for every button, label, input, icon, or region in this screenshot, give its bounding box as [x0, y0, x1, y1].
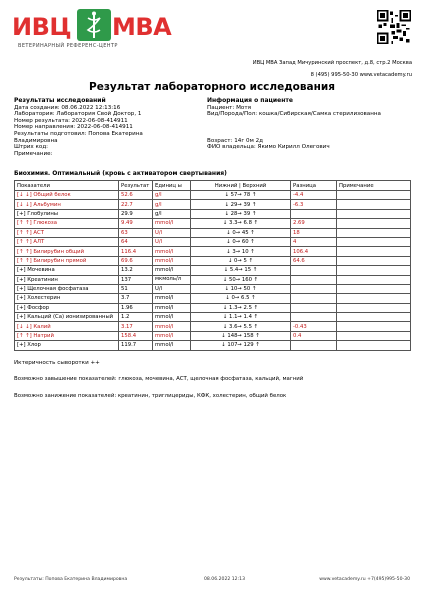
cell-indicator: [↓ ↓] Калий: [15, 322, 119, 331]
table-row: [15, 322, 411, 331]
cell-result: 158.4: [119, 331, 153, 340]
page-title: Результат лабораторного исследования: [89, 81, 335, 93]
cell-difference: [291, 275, 337, 284]
table-row: [15, 331, 411, 340]
contact-line: 8 (495) 995-50-30 www.vetacademy.ru: [310, 72, 412, 78]
patient-line: ФИО владельца: Якимо Кирилл Олегович: [207, 144, 330, 151]
table-row: [15, 191, 411, 200]
cell-difference: [291, 266, 337, 275]
study-line: Результаты подготовил: Попова Екатерина: [14, 130, 143, 137]
cell-unit: мкмоль/л: [153, 275, 191, 284]
cell-reference: ↓ 0→ 6.5 ↑: [191, 294, 291, 303]
column-header-difference: Разница: [291, 181, 337, 191]
table-row: [15, 237, 411, 246]
cell-reference: ↓ 0→ 60 ↑: [191, 237, 291, 246]
study-info-heading: Результаты исследований: [14, 97, 106, 104]
study-line: Лаборатория: Лаборатория Свой Доктор, 1: [14, 111, 142, 118]
cell-difference: 64.6: [291, 256, 337, 265]
clinic-address: [253, 57, 412, 81]
study-line: Штрих код:: [14, 144, 49, 151]
cell-result: 119.7: [119, 341, 153, 350]
results-table-body: [15, 191, 411, 351]
cell-unit: U/l: [153, 237, 191, 246]
patient-info-heading: Информация о пациенте: [207, 97, 293, 104]
table-header-row: [15, 181, 411, 191]
footer-left: Результаты: Попова Екатерина Владимировна: [14, 577, 128, 582]
patient-line: Пациент: Мотя: [207, 104, 251, 111]
cell-reference: ↓ 28→ 39 ↑: [191, 209, 291, 218]
caduceus-icon: [77, 9, 111, 41]
cell-difference: [291, 313, 337, 322]
cell-note: [337, 256, 411, 265]
cell-difference: [291, 303, 337, 312]
table-row: [15, 275, 411, 284]
cell-note: [337, 331, 411, 340]
cell-indicator: [+] Фосфор: [15, 303, 119, 312]
cell-note: [337, 191, 411, 200]
cell-indicator: [+] Мочевина: [15, 266, 119, 275]
column-header-unit: Единиц ы: [153, 181, 191, 191]
qr-code-icon: [377, 10, 411, 44]
cell-note: [337, 228, 411, 237]
cell-difference: -6.3: [291, 200, 337, 209]
cell-reference: ↓ 5.4→ 15 ↑: [191, 266, 291, 275]
patient-line: Возраст: 14г 0м 2д: [207, 137, 264, 144]
cell-indicator: [+] Щелочная фосфатаза: [15, 284, 119, 293]
cell-indicator: [↑ ↑] АЛТ: [15, 237, 119, 246]
study-line: Дата создания: 08.06.2022 12:13:16: [14, 104, 121, 111]
table-row: [15, 219, 411, 228]
table-row: [15, 209, 411, 218]
cell-note: [337, 303, 411, 312]
cell-note: [337, 284, 411, 293]
cell-unit: mmol/l: [153, 256, 191, 265]
cell-indicator: [+] Холестерин: [15, 294, 119, 303]
cell-note: [337, 209, 411, 218]
logo-subtitle: ВЕТЕРИНАРНЫЙ РЕФЕРЕНС-ЦЕНТР: [18, 43, 118, 49]
table-row: [15, 228, 411, 237]
cell-indicator: [+] Креатинин: [15, 275, 119, 284]
cell-reference: ↓ 0→ 45 ↑: [191, 228, 291, 237]
cell-difference: [291, 294, 337, 303]
cell-difference: -0.43: [291, 322, 337, 331]
patient-info: [207, 98, 417, 151]
cell-indicator: [+] Кальций (Са) ионизированный: [15, 313, 119, 322]
cell-indicator: [↑ ↑] АСТ: [15, 228, 119, 237]
cell-result: 22.7: [119, 200, 153, 209]
table-row: [15, 256, 411, 265]
patient-line: [207, 131, 417, 138]
cell-indicator: [+] Глобулины: [15, 209, 119, 218]
cell-result: 64: [119, 237, 153, 246]
table-row: [15, 284, 411, 293]
cell-note: [337, 341, 411, 350]
note-increase: Возможно завышение показателей: глюкоза, мочевина, АСТ, щелочная фосфатаза, кальций, магний: [14, 376, 304, 382]
cell-difference: 106.4: [291, 247, 337, 256]
cell-unit: mmol/l: [153, 266, 191, 275]
cell-note: [337, 275, 411, 284]
cell-difference: [291, 209, 337, 218]
table-row: [15, 200, 411, 209]
cell-result: 63: [119, 228, 153, 237]
study-line: Примечание:: [14, 150, 53, 157]
cell-reference: ↓ 3→ 10 ↑: [191, 247, 291, 256]
cell-result: 3.17: [119, 322, 153, 331]
cell-difference: [291, 284, 337, 293]
cell-note: [337, 237, 411, 246]
cell-result: 13.2: [119, 266, 153, 275]
cell-difference: 0.4: [291, 331, 337, 340]
cell-difference: 2.69: [291, 219, 337, 228]
results-table: [14, 180, 411, 351]
serum-interpretation: Иктеричность сыворотки ++: [14, 360, 100, 366]
cell-unit: U/l: [153, 228, 191, 237]
cell-unit: mmol/l: [153, 294, 191, 303]
patient-line: Вид/Порода/Пол: кошка/Сибирская/Самка стерилизованна: [207, 111, 381, 118]
cell-note: [337, 247, 411, 256]
study-line: Номер направления: 2022-06-08-414911: [14, 124, 133, 131]
cell-result: 1.96: [119, 303, 153, 312]
cell-difference: -4.4: [291, 191, 337, 200]
cell-difference: 18: [291, 228, 337, 237]
logo-right-text: МВА: [112, 13, 172, 41]
cell-result: 9.49: [119, 219, 153, 228]
cell-note: [337, 313, 411, 322]
cell-unit: mmol/l: [153, 303, 191, 312]
cell-result: 3.7: [119, 294, 153, 303]
cell-reference: ↓ 50→ 160 ↑: [191, 275, 291, 284]
table-row: [15, 303, 411, 312]
cell-reference: ↓ 29→ 39 ↑: [191, 200, 291, 209]
cell-reference: ↓ 1.1→ 1.4 ↑: [191, 313, 291, 322]
cell-note: [337, 200, 411, 209]
cell-indicator: [↓ ↓] Альбумин: [15, 200, 119, 209]
cell-note: [337, 322, 411, 331]
note-decrease: Возможно занижение показателей: креатинин, триглицериды, КФК, холестерин, общий белок: [14, 393, 287, 399]
patient-line: [207, 118, 417, 125]
table-row: [15, 313, 411, 322]
study-line: Номер результата: 2022-06-08-414911: [14, 117, 128, 124]
cell-unit: mmol/l: [153, 313, 191, 322]
cell-note: [337, 294, 411, 303]
cell-result: 1.2: [119, 313, 153, 322]
column-header-note: Примечание: [337, 181, 411, 191]
table-row: [15, 266, 411, 275]
cell-unit: g/l: [153, 191, 191, 200]
cell-unit: mmol/l: [153, 247, 191, 256]
cell-indicator: [↓ ↓] Общий белок: [15, 191, 119, 200]
cell-reference: ↓ 1.3→ 2.5 ↑: [191, 303, 291, 312]
study-info: [14, 98, 204, 157]
cell-unit: g/l: [153, 209, 191, 218]
cell-reference: ↓ 3.3→ 6.8 ↑: [191, 219, 291, 228]
table-row: [15, 247, 411, 256]
cell-result: 29.9: [119, 209, 153, 218]
cell-unit: U/l: [153, 284, 191, 293]
footer-right: www.vetacademy.ru +7(495)995-50-30: [319, 577, 410, 582]
cell-result: 52.6: [119, 191, 153, 200]
cell-result: 69.6: [119, 256, 153, 265]
patient-line: [207, 124, 417, 131]
table-row: [15, 341, 411, 350]
cell-unit: g/l: [153, 200, 191, 209]
logo-left-text: ИВЦ: [12, 13, 72, 41]
cell-indicator: [↑ ↑] Натрий: [15, 331, 119, 340]
address-line: ИВЦ МВА Запад Мичуринский проспект, д.8, стр.2 Москва: [252, 60, 412, 66]
column-header-indicator: Показатели: [15, 181, 119, 191]
cell-reference: ↓ 10→ 50 ↑: [191, 284, 291, 293]
cell-note: [337, 266, 411, 275]
panel-title: Биохимия. Оптимальный (кровь с активатором свертывания): [14, 170, 227, 177]
table-row: [15, 294, 411, 303]
cell-reference: ↓ 57→ 78 ↑: [191, 191, 291, 200]
cell-unit: mmol/l: [153, 219, 191, 228]
cell-indicator: [↑ ↑] Глюкоза: [15, 219, 119, 228]
cell-indicator: [+] Хлор: [15, 341, 119, 350]
cell-reference: ↓ 3.6→ 5.5 ↑: [191, 322, 291, 331]
cell-reference: ↓ 0→ 5 ↑: [191, 256, 291, 265]
cell-result: 116.4: [119, 247, 153, 256]
footer-center: 08.06.2022 12:13: [204, 577, 246, 582]
cell-reference: ↓ 148→ 158 ↑: [191, 331, 291, 340]
cell-reference: ↓ 107→ 129 ↑: [191, 341, 291, 350]
cell-unit: mmol/l: [153, 341, 191, 350]
cell-difference: [291, 341, 337, 350]
clinic-logo: [12, 9, 172, 55]
cell-unit: mmol/l: [153, 331, 191, 340]
cell-difference: 4: [291, 237, 337, 246]
column-header-result: Результат: [119, 181, 153, 191]
cell-unit: mmol/l: [153, 322, 191, 331]
cell-result: 137: [119, 275, 153, 284]
study-line: Владимировна: [14, 137, 58, 144]
column-header-reference: Нижний | Верхний: [191, 181, 291, 191]
cell-indicator: [↑ ↑] Билирубин прямой: [15, 256, 119, 265]
cell-note: [337, 219, 411, 228]
cell-indicator: [↑ ↑] Билирубин общий: [15, 247, 119, 256]
cell-result: 51: [119, 284, 153, 293]
